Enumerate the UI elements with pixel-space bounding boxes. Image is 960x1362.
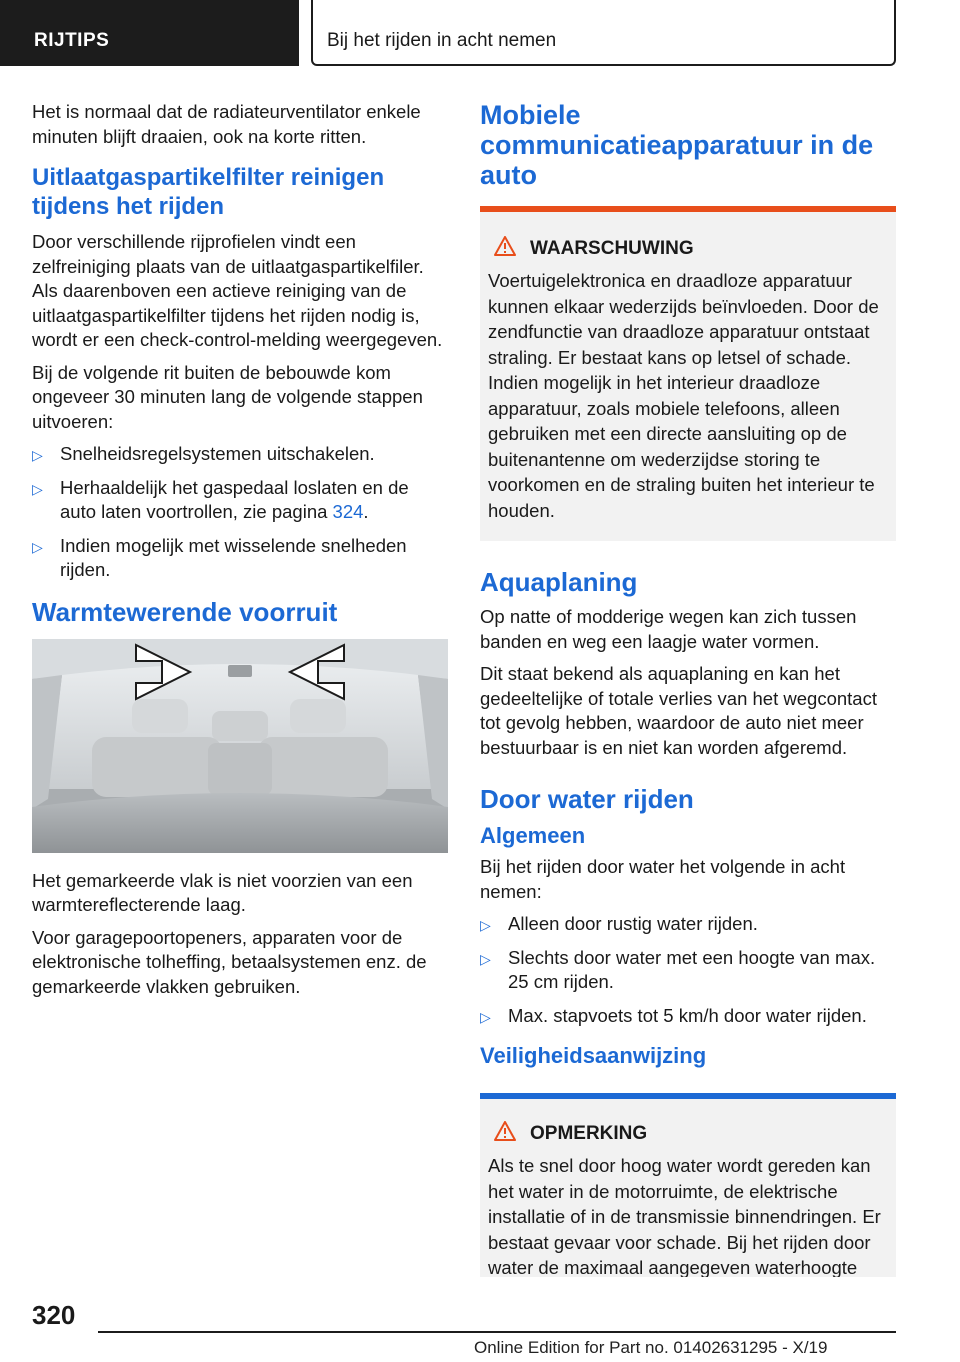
- list-item-text: Herhaaldelijk het gaspedaal loslaten en de auto laten voortrollen, zie pagina: [60, 476, 409, 522]
- section-title-filter: Uitlaatgaspartikelfilter reinigen tijdens het rijden: [32, 164, 385, 220]
- filter-paragraph-1: Door verschillende rijprofielen vindt een zelfreiniging plaats van de uitlaatgaspartikelfiler. Als daarenboven een actieve reiniging van de uitlaatgaspartikelfilter tijdens het rijden nodig is, wordt er een check-control-melding weergegeven.: [32, 231, 443, 350]
- list-item-punct: .: [363, 501, 369, 522]
- filter-paragraph-2: Bij de volgende rit buiten de bebouwde kom ongeveer 30 minuten lang de volgende stappen uitvoeren:: [32, 361, 423, 432]
- warning-triangle-icon: [494, 236, 516, 262]
- water-paragraph-1: Bij het rijden door water het volgende in acht nemen:: [480, 856, 846, 902]
- warning-text: Voertuigelektronica en draadloze apparatuur kunnen elkaar wederzijds beïnvloeden. Door de zendfunctie van draadloze apparatuur ontstaat straling. Er bestaat kans op letsel of schade. Indien mogelijk in het interieur draadloze apparatuur, zoals mobiele telefoons, alleen gebruiken met een directe aansluiting op de buitenantenne om wederzijdse storing te voorkomen en de straling buiten het interieur te houden.: [488, 270, 879, 521]
- footer-divider: [98, 1331, 896, 1333]
- chapter-tab: RIJTIPS: [0, 0, 299, 66]
- edition-text: Online Edition for Part no. 01402631295 - X/19: [474, 1338, 828, 1357]
- triangle-right-icon: ▷: [480, 1008, 491, 1025]
- windscreen-paragraph-2: Voor garagepoortopeners, apparaten voor de elektronische tolheffing, betaalsystemen enz. de gemarkeerde vlakken gebruiken.: [32, 926, 427, 997]
- left-column: [32, 100, 448, 1007]
- note-box: [480, 1099, 896, 1277]
- warning-triangle-icon: [494, 1121, 516, 1147]
- triangle-right-icon: ▷: [32, 480, 43, 497]
- windscreen-image: [32, 639, 448, 853]
- note-header: [494, 1121, 886, 1147]
- warning-header: [494, 236, 886, 262]
- list-item: [480, 912, 896, 937]
- section-title-mobile: Mobiele communicatieapparatuur in de auto: [480, 100, 874, 190]
- list-item: [480, 1004, 896, 1029]
- page-header: [0, 0, 960, 66]
- triangle-right-icon: ▷: [480, 950, 491, 967]
- triangle-right-icon: ▷: [32, 538, 43, 555]
- list-item-text: Indien mogelijk met wisselende snelheden rijden.: [60, 534, 407, 580]
- warning-label: WAARSCHUWING: [530, 238, 694, 259]
- list-item: [480, 946, 896, 995]
- subsection-title-general: Algemeen: [480, 823, 586, 848]
- section-title-water: Door water rijden: [480, 784, 694, 814]
- list-item-text: Snelheidsregelsystemen uitschakelen.: [60, 443, 375, 464]
- page-number: 320: [32, 1300, 76, 1330]
- windscreen-paragraph-1: Het gemarkeerde vlak is niet voorzien van een warmtereflecterende laag.: [32, 869, 413, 915]
- list-item-text: Alleen door rustig water rijden.: [508, 913, 758, 934]
- section-title-windscreen: Warmtewerende voorruit: [32, 596, 338, 627]
- filter-steps-list: [32, 442, 448, 583]
- note-label: OPMERKING: [530, 1123, 648, 1144]
- list-item: [32, 476, 448, 525]
- list-item: [32, 534, 448, 583]
- list-item-text: Max. stapvoets tot 5 km/h door water rijden.: [508, 1004, 867, 1026]
- triangle-right-icon: ▷: [480, 917, 491, 933]
- note-text: Als te snel door hoog water wordt gereden kan het water in de motorruimte, de elektrische installatie of in de transmissie binnendringen. Er bestaat gevaar voor schade. Bij het rijden door water de maximaal aangegeven waterhoogte: [488, 1155, 881, 1277]
- water-rules-list: [480, 912, 896, 1028]
- right-column: [480, 100, 896, 1299]
- warning-box: [480, 212, 896, 541]
- page-link[interactable]: 324: [332, 501, 364, 522]
- aquaplaning-paragraph-1: Op natte of modderige wegen kan zich tussen banden en weg een laagje water vormen.: [480, 606, 857, 652]
- section-title-aquaplaning: Aquaplaning: [480, 567, 638, 597]
- triangle-right-icon: ▷: [32, 447, 43, 463]
- aquaplaning-paragraph-2: Dit staat bekend als aquaplaning en kan het gedeeltelijke of totale verlies van het wegcontact tot gevolg hebben, waardoor de auto niet meer bestuurbaar is en niet kan worden afgeremd.: [480, 663, 877, 758]
- subsection-title-safety: Veiligheidsaanwijzing: [480, 1043, 707, 1068]
- list-item-text: Slechts door water met een hoogte van max. 25 cm rijden.: [508, 946, 876, 992]
- page-header-title: Bij het rijden in acht nemen: [311, 0, 896, 66]
- list-item: [32, 442, 448, 467]
- intro-paragraph: Het is normaal dat de radiateurventilator enkele minuten blijft draaien, ook na korte ritten.: [32, 101, 421, 147]
